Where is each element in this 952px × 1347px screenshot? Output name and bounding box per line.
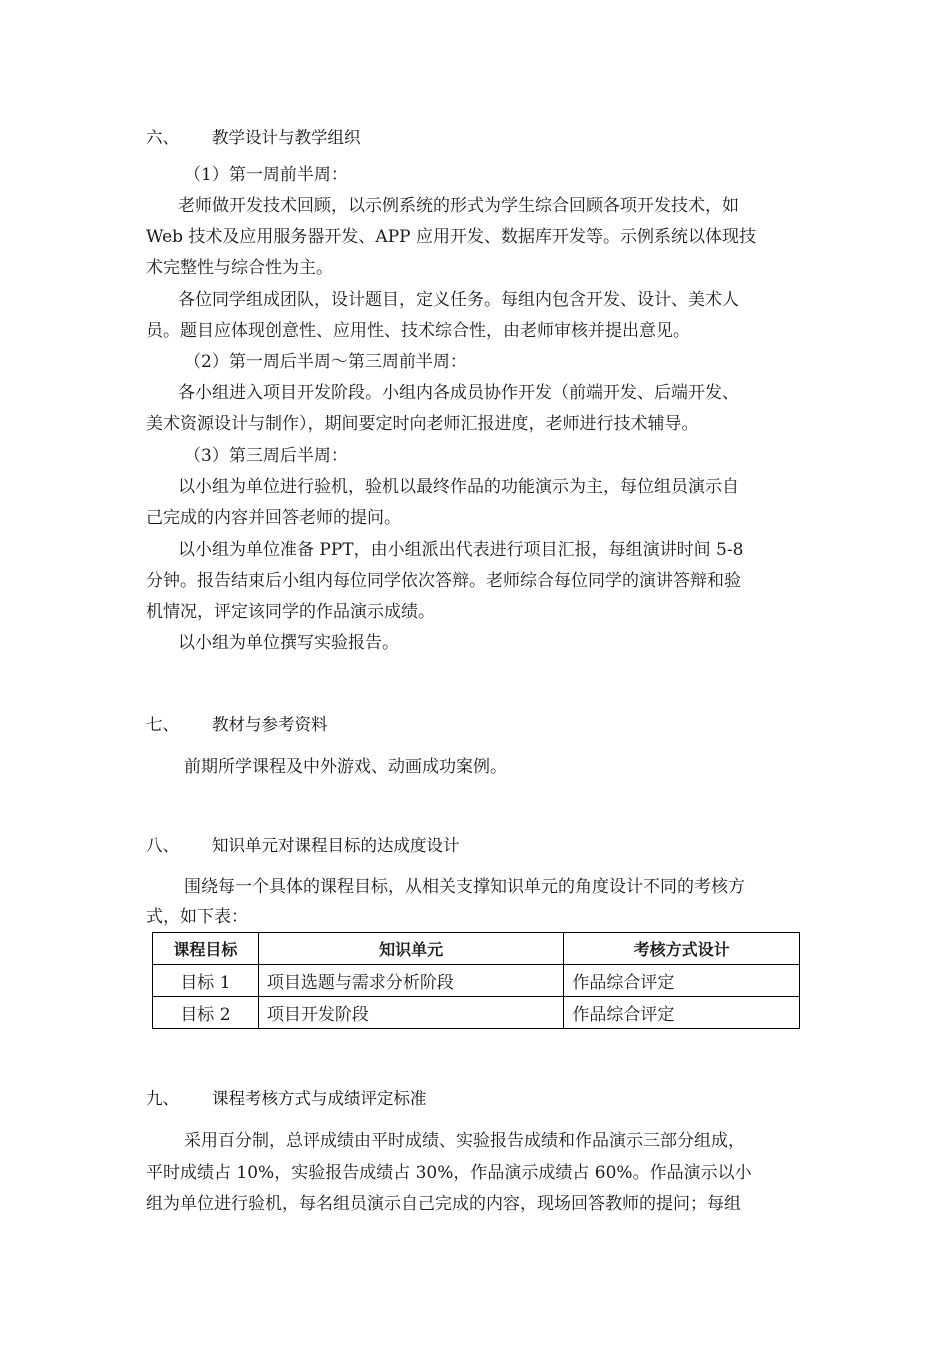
table-cell: 作品综合评定: [564, 965, 800, 997]
paragraph-line: 采用百分制，总评成绩由平时成绩、实验报告成绩和作品演示三部分组成，: [184, 1131, 745, 1151]
section-6-heading: [146, 124, 361, 148]
section-7-heading: [146, 711, 328, 735]
table-header-cell: 考核方式设计: [564, 933, 800, 965]
table-header-cell: 课程目标: [153, 933, 259, 965]
table-header-cell: 知识单元: [258, 933, 564, 965]
week1-second-half-label: （2）第一周后半周～第三周前半周：: [184, 352, 467, 372]
section-8-title: 知识单元对课程目标的达成度设计: [212, 836, 460, 855]
table-header-row: [153, 933, 800, 965]
paragraph-line: 老师做开发技术回顾，以示例系统的形式为学生综合回顾各项开发技术，如: [178, 196, 739, 216]
table-cell: 目标 1: [153, 965, 259, 997]
assessment-table: [152, 932, 800, 1029]
references-text: 前期所学课程及中外游戏、动画成功案例。: [184, 757, 507, 777]
table-cell: 项目开发阶段: [258, 997, 564, 1029]
section-6-title: 教学设计与教学组织: [212, 128, 361, 147]
paragraph-line: 员。题目应体现创意性、应用性、技术综合性，由老师审核并提出意见。: [146, 321, 690, 341]
section-6-number: 六、: [146, 128, 179, 147]
section-7-number: 七、: [146, 715, 179, 734]
paragraph-line: 式，如下表：: [146, 907, 248, 927]
section-7-title: 教材与参考资料: [212, 715, 328, 734]
table-cell: 目标 2: [153, 997, 259, 1029]
table-row: [153, 997, 800, 1029]
section-9-number: 九、: [146, 1089, 179, 1108]
paragraph-line: 己完成的内容并回答老师的提问。: [146, 508, 401, 528]
paragraph-line: 以小组为单位准备 PPT，由小组派出代表进行项目汇报，每组演讲时间 5-8: [178, 540, 744, 560]
paragraph-line: 以小组为单位撰写实验报告。: [178, 633, 399, 653]
week1-first-half-label: （1）第一周前半周：: [184, 165, 348, 185]
section-9-heading: [146, 1085, 427, 1109]
section-8-heading: [146, 832, 460, 856]
paragraph-line: 组为单位进行验机，每名组员演示自己完成的内容，现场回答教师的提问；每组: [146, 1194, 741, 1214]
paragraph-line: 机情况，评定该同学的作品演示成绩。: [146, 602, 435, 622]
paragraph-line: 各位同学组成团队，设计题目，定义任务。每组内包含开发、设计、美术人: [178, 290, 739, 310]
paragraph-line: Web 技术及应用服务器开发、APP 应用开发、数据库开发等。示例系统以体现技: [146, 227, 756, 247]
paragraph-line: 以小组为单位进行验机，验机以最终作品的功能演示为主，每位组员演示自: [178, 477, 739, 497]
paragraph-line: 术完整性与综合性为主。: [146, 258, 333, 278]
paragraph-line: 各小组进入项目开发阶段。小组内各成员协作开发（前端开发、后端开发、: [178, 383, 739, 403]
table-row: [153, 965, 800, 997]
week3-second-half-label: （3）第三周后半周：: [184, 446, 348, 466]
paragraph-line: 围绕每一个具体的课程目标，从相关支撑知识单元的角度设计不同的考核方: [184, 877, 745, 897]
section-8-number: 八、: [146, 836, 179, 855]
paragraph-line: 平时成绩占 10%，实验报告成绩占 30%，作品演示成绩占 60%。作品演示以小: [146, 1163, 752, 1183]
table-cell: 项目选题与需求分析阶段: [258, 965, 564, 997]
paragraph-line: 美术资源设计与制作），期间要定时向老师汇报进度，老师进行技术辅导。: [146, 414, 699, 434]
section-9-title: 课程考核方式与成绩评定标准: [212, 1089, 427, 1108]
table-cell: 作品综合评定: [564, 997, 800, 1029]
paragraph-line: 分钟。报告结束后小组内每位同学依次答辩。老师综合每位同学的演讲答辩和验: [146, 571, 741, 591]
